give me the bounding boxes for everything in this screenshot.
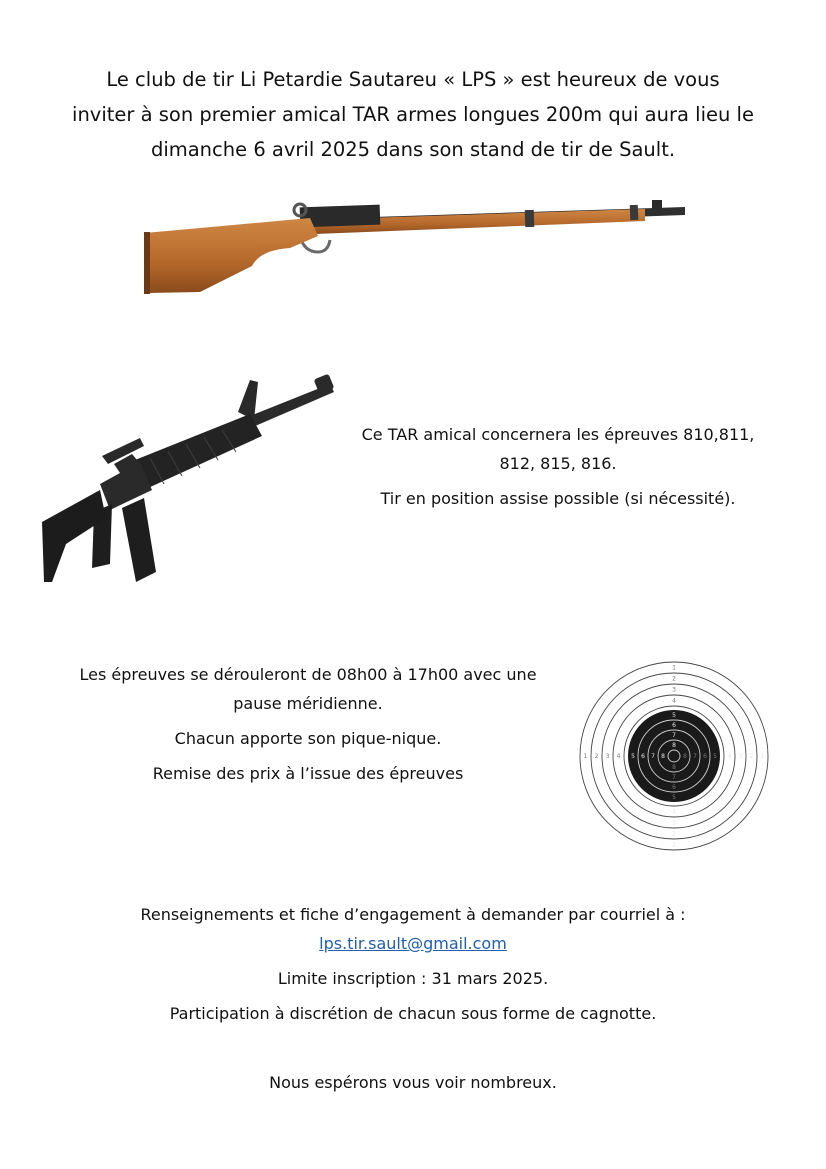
target-number: 3 xyxy=(672,819,676,827)
target-number: 6 xyxy=(703,753,707,760)
target-number: 4 xyxy=(672,808,676,816)
target-number: 4 xyxy=(672,697,676,705)
target-number: 8 xyxy=(672,764,676,771)
schedule-line-4: Remise des prix à l’issue des épreuves xyxy=(152,764,464,783)
contact-line-1: Renseignements et fiche d’engagement à demander par courriel à : xyxy=(140,905,686,924)
target-number: 3 xyxy=(672,686,676,694)
target-number: 2 xyxy=(672,830,676,838)
target-number: 4 xyxy=(616,753,621,760)
target-number: 5 xyxy=(672,794,676,801)
target-number: 4 xyxy=(727,753,732,760)
email-link[interactable]: lps.tir.sault@gmail.com xyxy=(319,934,507,953)
target-number: 1 xyxy=(672,664,676,672)
participation-text: Participation à discrétion de chacun sous forme de cagnotte. xyxy=(169,1004,657,1023)
target-number: 2 xyxy=(672,675,676,683)
intro-text xyxy=(40,62,786,167)
intro-line-1: Le club de tir Li Petardie Sautareu « LPS » est heureux de vous xyxy=(106,68,720,91)
shooting-target-image xyxy=(576,658,772,854)
target-number: 3 xyxy=(738,753,743,760)
target-number: 6 xyxy=(641,753,645,760)
bolt-action-rifle-image xyxy=(140,188,690,300)
target-number: 5 xyxy=(631,753,635,760)
target-number: 7 xyxy=(693,753,697,760)
target-number: 1 xyxy=(583,753,588,760)
events-line-1: Ce TAR amical concernera les épreuves 810,811, xyxy=(361,425,755,444)
events-line-2: 812, 815, 816. xyxy=(499,454,617,473)
target-number: 8 xyxy=(661,753,665,760)
target-number: 8 xyxy=(683,753,687,760)
target-number: 2 xyxy=(594,753,599,760)
schedule-text xyxy=(40,660,576,788)
target-number: 8 xyxy=(672,742,676,749)
target-number: 7 xyxy=(672,774,676,781)
deadline-text: Limite inscription : 31 mars 2025. xyxy=(277,969,549,988)
closing-text: Nous espérons vous voir nombreux. xyxy=(269,1073,557,1092)
target-number: 5 xyxy=(713,753,717,760)
target-number: 7 xyxy=(672,732,676,739)
assault-rifle-image xyxy=(40,372,340,590)
intro-line-3: dimanche 6 avril 2025 dans son stand de tir de Sault. xyxy=(150,138,676,161)
contact-text xyxy=(40,900,786,1097)
target-number: 1 xyxy=(760,753,765,760)
target-number: 1 xyxy=(672,841,676,849)
target-number: 5 xyxy=(672,712,676,719)
events-text xyxy=(338,420,778,513)
schedule-line-2: pause méridienne. xyxy=(233,694,383,713)
target-number: 3 xyxy=(605,753,610,760)
target-number: 6 xyxy=(672,784,676,791)
target-number: 2 xyxy=(749,753,754,760)
target-number: 7 xyxy=(651,753,655,760)
events-line-3: Tir en position assise possible (si nécessité). xyxy=(380,489,736,508)
schedule-line-3: Chacun apporte son pique-nique. xyxy=(174,729,442,748)
schedule-line-1: Les épreuves se dérouleront de 08h00 à 17h00 avec une xyxy=(79,665,537,684)
intro-line-2: inviter à son premier amical TAR armes longues 200m qui aura lieu le xyxy=(72,103,754,126)
target-number: 6 xyxy=(672,722,676,729)
